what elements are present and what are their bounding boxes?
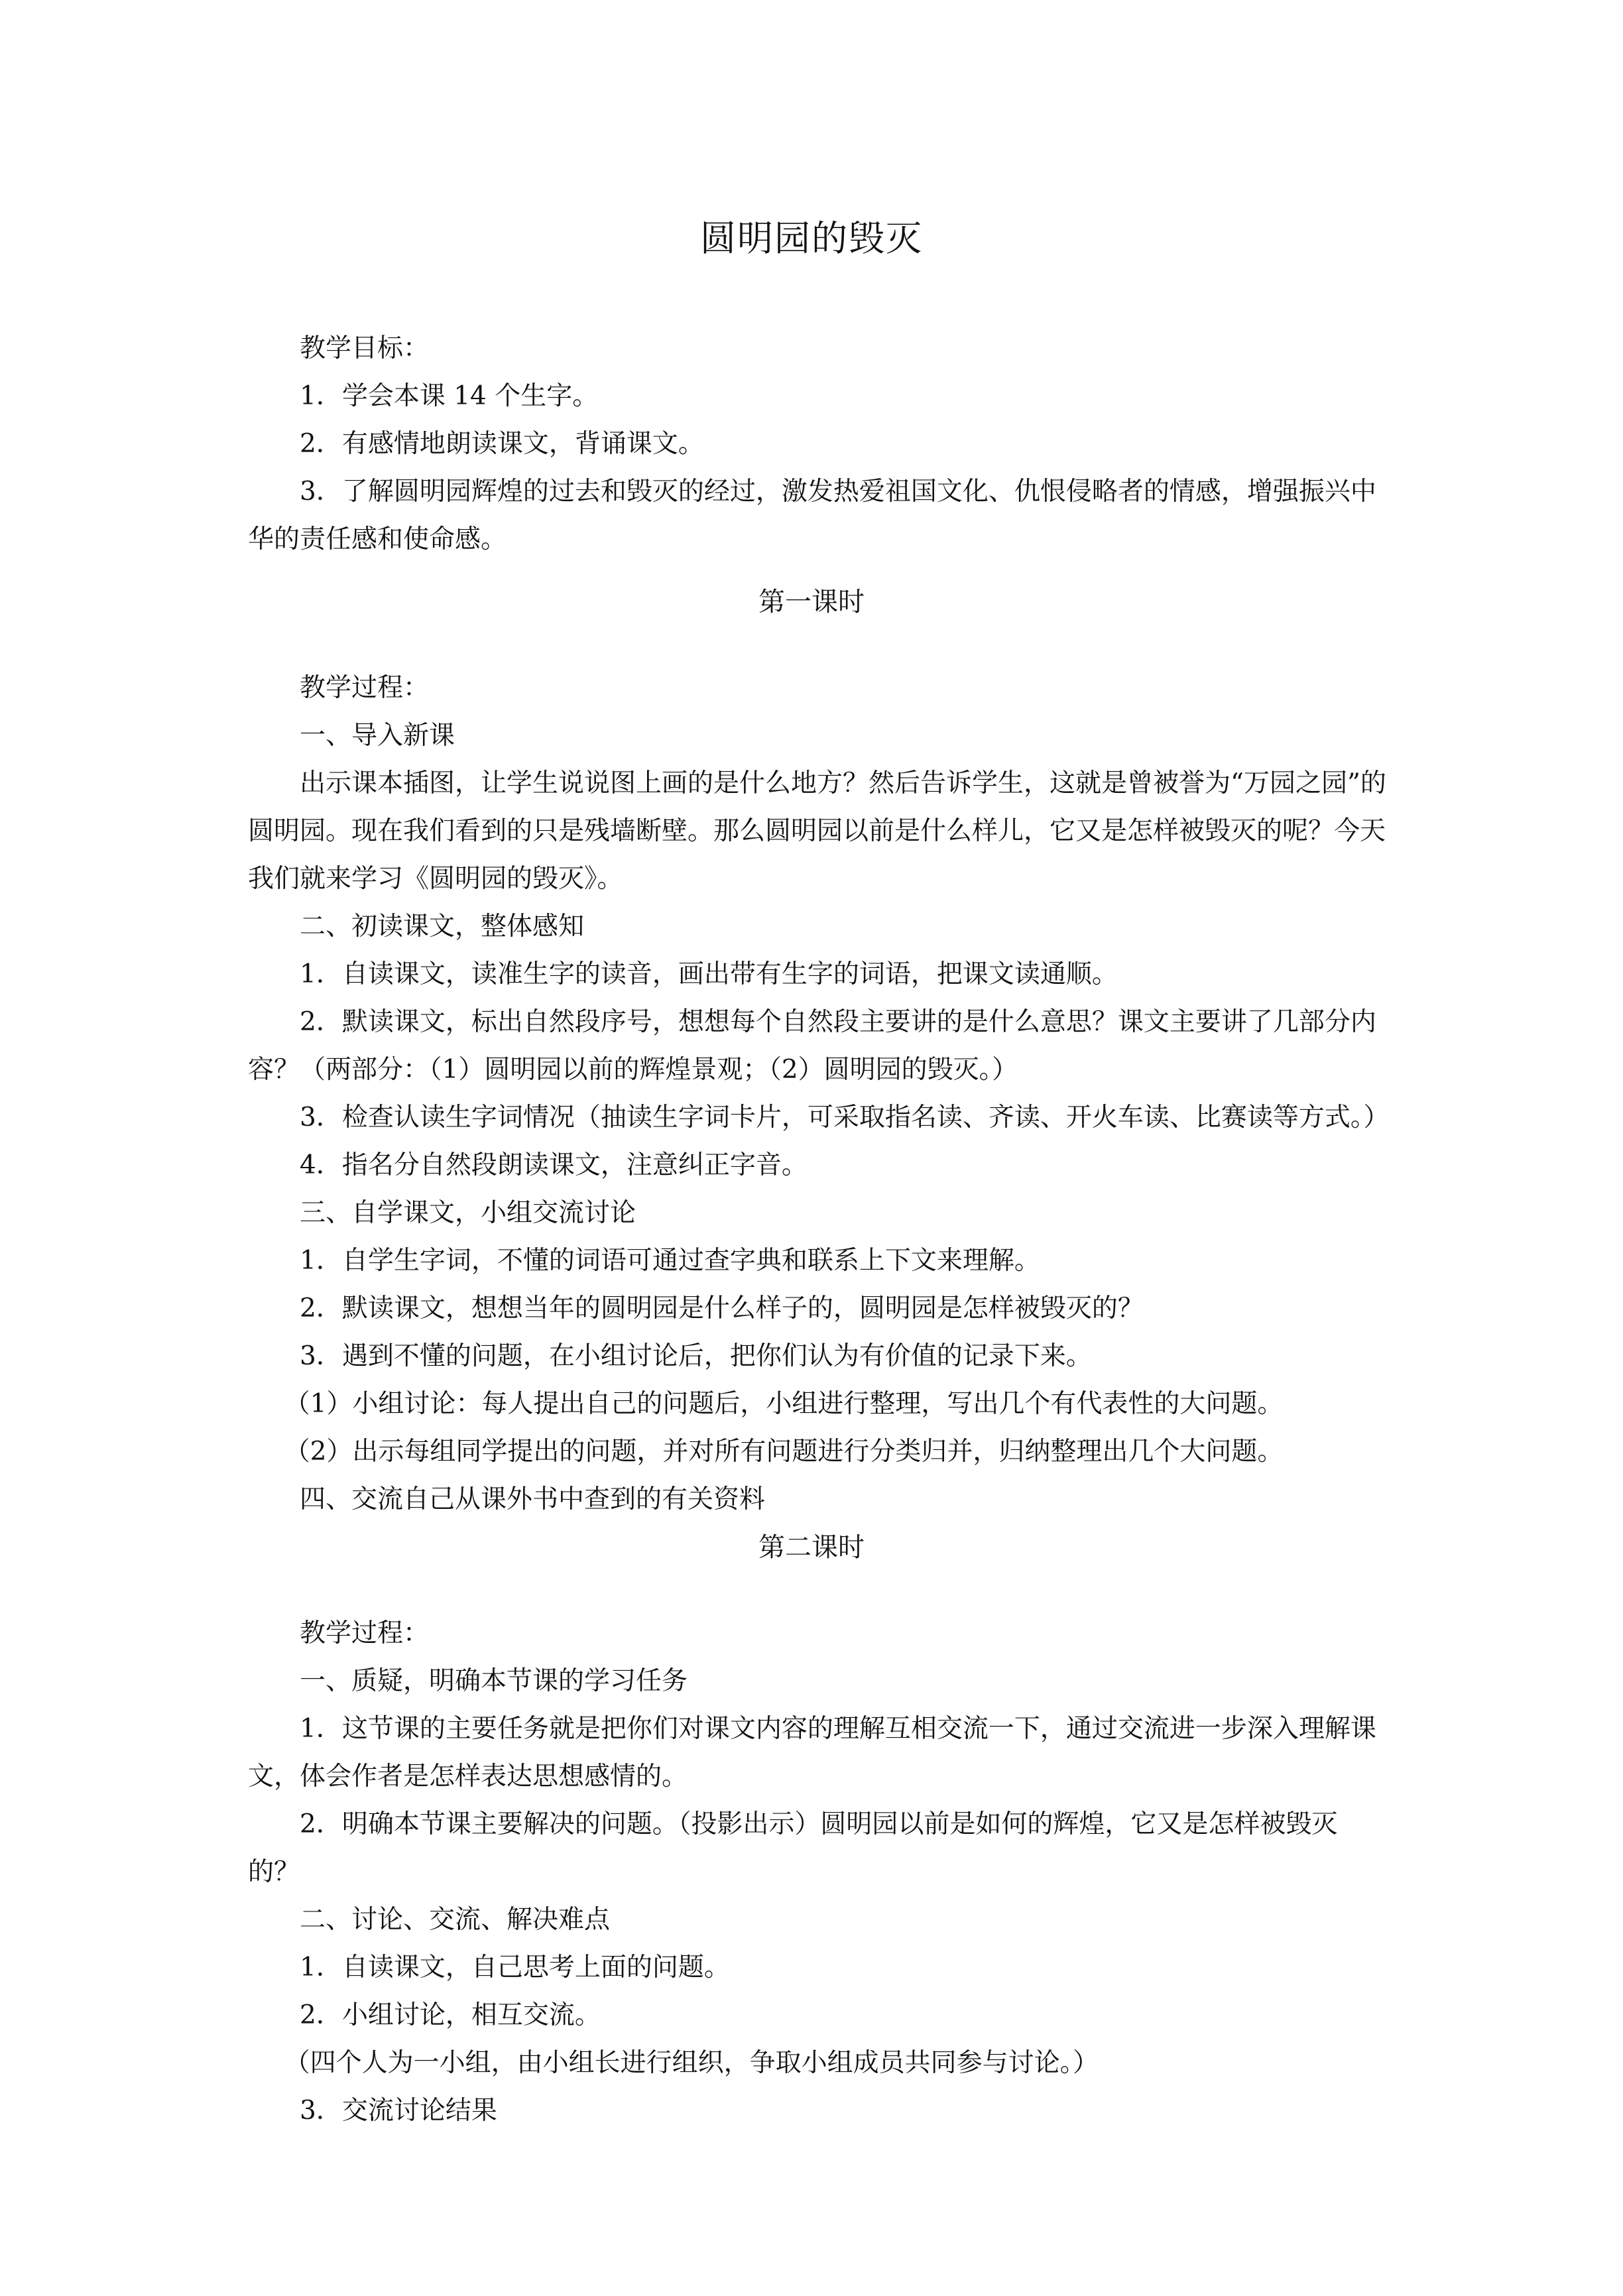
lesson1-paragraph: 3．检查认读生字词情况（抽读生字词卡片，可采取指名读、齐读、开火车读、比赛读等方式。） <box>300 1103 1390 1132</box>
objective-item: 1．学会本课 14 个生字。 <box>300 381 599 411</box>
lesson1-paragraph: 2．默读课文，想想当年的圆明园是什么样子的，圆明园是怎样被毁灭的？ <box>300 1294 1144 1323</box>
lesson1-paragraph: （2）出示每组同学提出的问题，并对所有问题进行分类归并，归纳整理出几个大问题。 <box>284 1437 1284 1467</box>
lesson2-paragraph: 二、讨论、交流、解决难点 <box>300 1905 611 1935</box>
objectives-heading: 教学目标： <box>300 333 430 363</box>
lesson1-paragraph: 2．默读课文，标出自然段序号，想想每个自然段主要讲的是什么意思？课文主要讲了几部分内容？（两部分：（1）圆明园以前的辉煌景观；（2）圆明园的毁灭。） <box>248 1007 1376 1085</box>
lesson1-paragraph: 1．自读课文，读准生字的读音，画出带有生字的词语，把课文读通顺。 <box>300 959 1118 989</box>
lesson2-paragraph: 2．明确本节课主要解决的问题。（投影出示）圆明园以前是如何的辉煌，它又是怎样被毁灭的？ <box>248 1809 1338 1887</box>
lesson1-paragraph: 一、导入新课 <box>300 721 455 751</box>
lesson2-paragraph: 3．交流讨论结果 <box>300 2096 497 2126</box>
lesson2-paragraph: 1．自读课文，自己思考上面的问题。 <box>300 1953 730 1982</box>
lesson2-paragraph: 2．小组讨论，相互交流。 <box>300 2000 601 2030</box>
lesson1-process-heading: 教学过程： <box>300 673 430 703</box>
lesson1-section <box>248 664 1388 1524</box>
lesson2-paragraph: 1．这节课的主要任务就是把你们对课文内容的理解互相交流一下，通过交流进一步深入理解课文，体会作者是怎样表达思想感情的。 <box>248 1714 1376 1791</box>
lesson1-paragraph: （1）小组讨论：每人提出自己的问题后，小组进行整理，写出几个有代表性的大问题。 <box>284 1389 1284 1419</box>
lesson1-paragraph: 1．自学生字词，不懂的词语可通过查字典和联系上下文来理解。 <box>300 1246 1040 1276</box>
lesson2-section <box>248 1610 1388 2135</box>
lesson2-process-heading: 教学过程： <box>300 1618 430 1648</box>
lesson1-heading: 第一课时 <box>758 587 865 617</box>
lesson2-paragraph: 一、质疑，明确本节课的学习任务 <box>300 1666 688 1696</box>
objective-item: 3．了解圆明园辉煌的过去和毁灭的经过，激发热爱祖国文化、仇恨侵略者的情感，增强振兴中华的责任感和使命感。 <box>248 477 1376 554</box>
document-title: 圆明园的毁灭 <box>700 217 923 259</box>
lesson2-heading: 第二课时 <box>758 1532 865 1563</box>
lesson1-paragraph: 四、交流自己从课外书中查到的有关资料 <box>300 1484 766 1514</box>
lesson1-paragraph: 3．遇到不懂的问题，在小组讨论后，把你们认为有价值的记录下来。 <box>300 1341 1092 1371</box>
lesson1-paragraph: 4．指名分自然段朗读课文，注意纠正字音。 <box>300 1150 808 1180</box>
objective-item: 2．有感情地朗读课文，背诵课文。 <box>300 429 704 459</box>
lesson1-paragraph: 出示课本插图，让学生说说图上画的是什么地方？然后告诉学生，这就是曾被誉为“万园之园”的圆明园。现在我们看到的只是残墙断壁。那么圆明园以前是什么样儿，它又是怎样被毁灭的呢？今天我们就来学习《圆明园的毁灭》。 <box>248 768 1386 894</box>
lesson1-paragraph: 三、自学课文，小组交流讨论 <box>300 1198 636 1228</box>
objectives-section <box>248 325 1388 564</box>
lesson2-paragraph: （四个人为一小组，由小组长进行组织，争取小组成员共同参与讨论。） <box>284 2048 1099 2078</box>
lesson1-paragraph: 二、初读课文，整体感知 <box>300 912 585 941</box>
